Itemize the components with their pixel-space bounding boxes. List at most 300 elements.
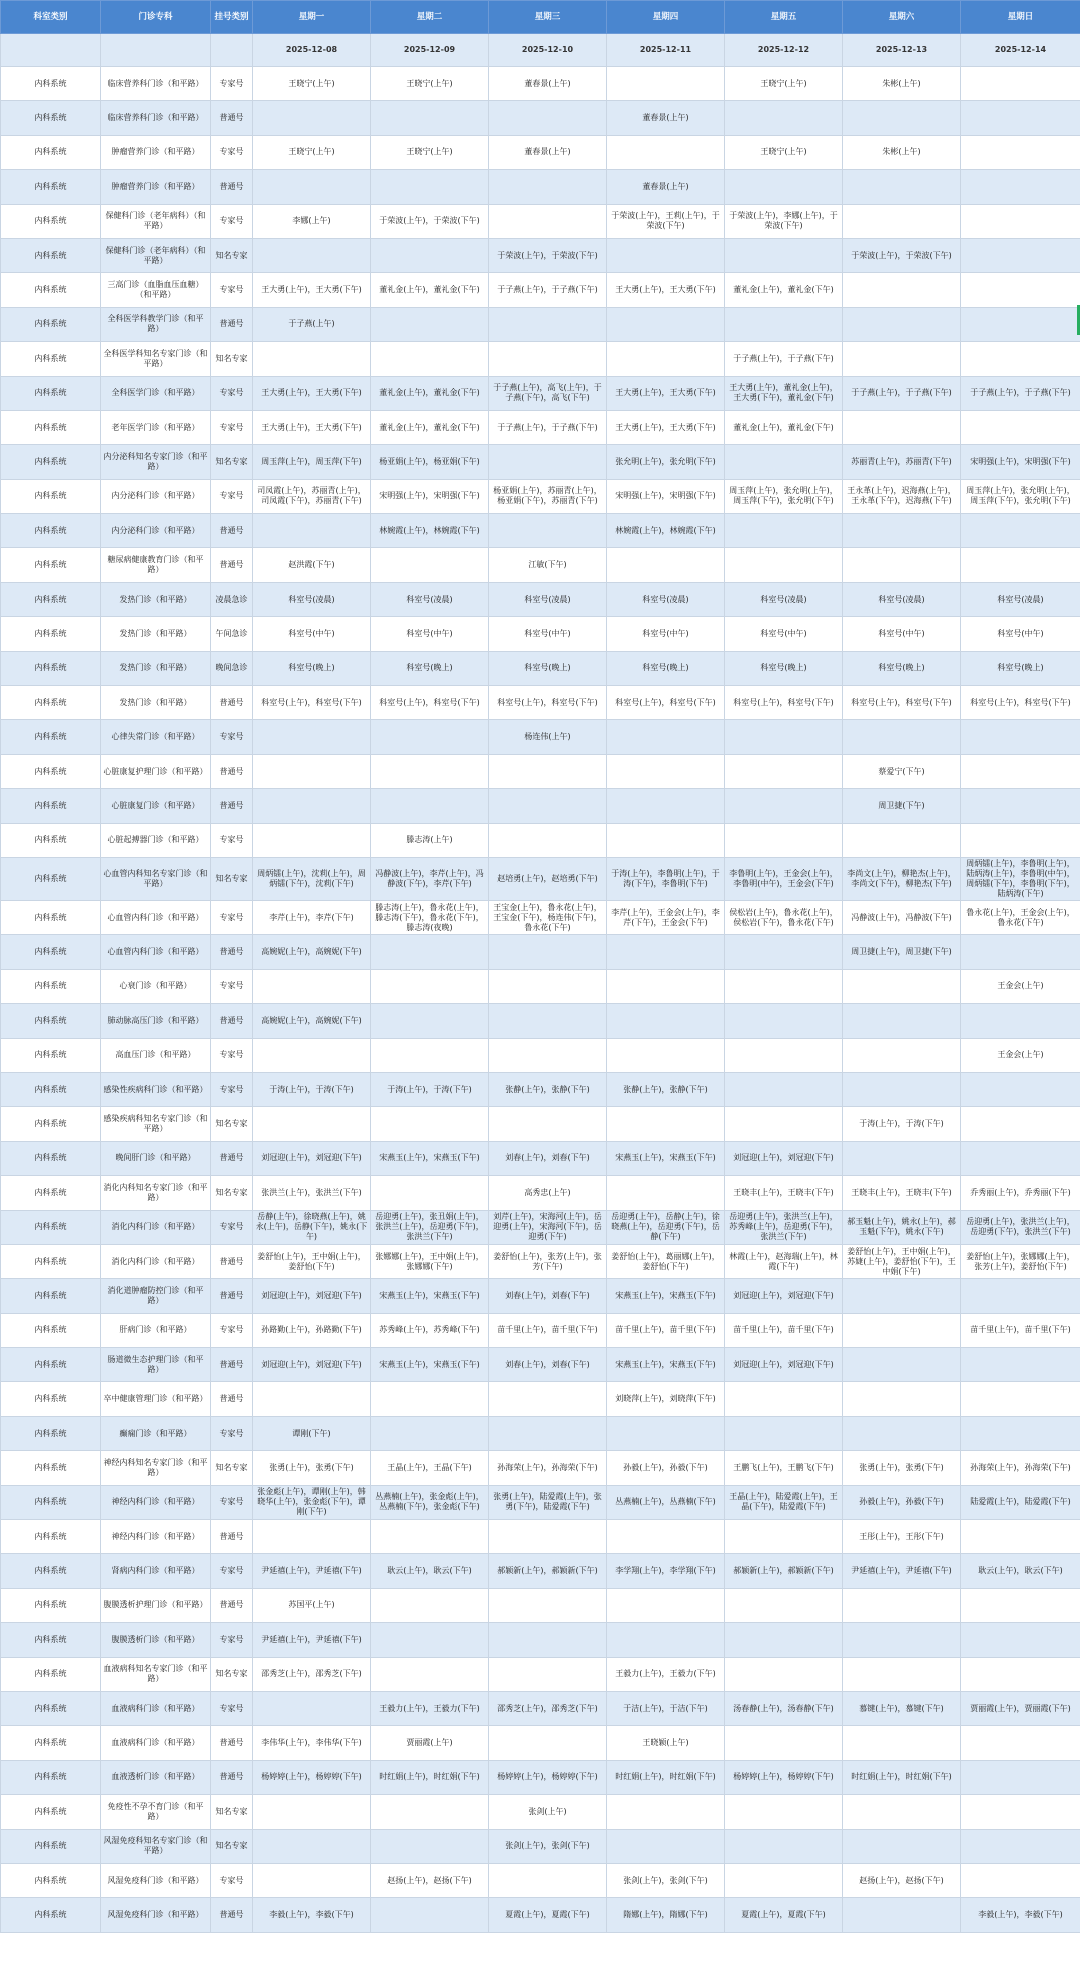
tuesday-cell <box>371 1795 489 1829</box>
clinic-specialty-cell: 保健科门诊（老年病科）（和平路） <box>101 204 211 238</box>
thursday-cell <box>607 754 725 788</box>
clinic-specialty-cell: 消化道肿瘤防控门诊（和平路） <box>101 1279 211 1313</box>
saturday-cell <box>843 1348 961 1382</box>
table-row <box>1 1176 1080 1210</box>
thursday-cell: 科室号(凌晨) <box>607 582 725 616</box>
friday-cell <box>725 101 843 135</box>
department-category-cell: 内科系统 <box>1 1623 101 1657</box>
registration-type-cell: 专家号 <box>211 823 253 857</box>
department-category-cell: 内科系统 <box>1 1141 101 1175</box>
friday-cell <box>725 1657 843 1691</box>
wednesday-cell: 于子燕(上午)，于子燕(下午) <box>489 273 607 307</box>
date-sunday: 2025-12-14 <box>961 34 1080 67</box>
monday-cell: 周玉萍(上午)，周玉萍(下午) <box>253 445 371 479</box>
registration-type-cell: 专家号 <box>211 969 253 1003</box>
monday-cell: 高婉妮(上午)，高婉妮(下午) <box>253 935 371 969</box>
clinic-specialty-cell: 消化内科门诊（和平路） <box>101 1244 211 1278</box>
sunday-cell <box>961 1829 1080 1863</box>
clinic-specialty-cell: 腹膜透析护理门诊（和平路） <box>101 1588 211 1622</box>
clinic-specialty-cell: 癫痫门诊（和平路） <box>101 1416 211 1450</box>
clinic-specialty-cell: 全科医学门诊（和平路） <box>101 376 211 410</box>
monday-cell <box>253 514 371 548</box>
saturday-cell: 科室号(晚上) <box>843 651 961 685</box>
sunday-cell <box>961 1623 1080 1657</box>
table-row <box>1 1072 1080 1106</box>
schedule-body <box>1 67 1080 1933</box>
monday-cell: 王大勇(上午)，王大勇(下午) <box>253 376 371 410</box>
clinic-specialty-cell: 临床营养科门诊（和平路） <box>101 101 211 135</box>
tuesday-cell: 于涛(上午)，于涛(下午) <box>371 1072 489 1106</box>
sunday-cell <box>961 514 1080 548</box>
monday-cell: 刘冠迎(上午)，刘冠迎(下午) <box>253 1348 371 1382</box>
sunday-cell <box>961 1141 1080 1175</box>
wednesday-cell <box>489 1726 607 1760</box>
table-row <box>1 135 1080 169</box>
thursday-cell <box>607 1038 725 1072</box>
saturday-cell <box>843 1726 961 1760</box>
wednesday-cell <box>489 1520 607 1554</box>
wednesday-cell: 王宝金(上午)，鲁永花(上午)，王宝金(下午)，杨连伟(下午)，鲁永花(下午) <box>489 900 607 934</box>
thursday-cell: 王大勇(上午)，王大勇(下午) <box>607 273 725 307</box>
sunday-cell <box>961 410 1080 444</box>
tuesday-cell <box>371 1382 489 1416</box>
friday-cell: 王晓丰(上午)，王晓丰(下午) <box>725 1176 843 1210</box>
thursday-cell: 李芹(上午)，王金会(上午)，李芹(下午)，王金会(下午) <box>607 900 725 934</box>
wednesday-cell: 刘芹(上午)，宋海河(上午)，岳迎勇(上午)，宋海河(下午)，岳迎勇(下午) <box>489 1210 607 1244</box>
registration-type-cell: 普通号 <box>211 1726 253 1760</box>
registration-type-cell: 知名专家 <box>211 1657 253 1691</box>
department-category-cell: 内科系统 <box>1 1760 101 1794</box>
friday-cell: 王鹏飞(上午)，王鹏飞(下午) <box>725 1451 843 1485</box>
clinic-specialty-cell: 心律失常门诊（和平路） <box>101 720 211 754</box>
tuesday-cell <box>371 238 489 272</box>
tuesday-cell: 王毅力(上午)，王毅力(下午) <box>371 1691 489 1725</box>
friday-cell <box>725 969 843 1003</box>
registration-type-cell: 专家号 <box>211 273 253 307</box>
tuesday-cell: 贾丽霞(上午) <box>371 1726 489 1760</box>
department-category-cell: 内科系统 <box>1 135 101 169</box>
saturday-cell: 孙毅(上午)，孙毅(下午) <box>843 1485 961 1519</box>
department-category-cell: 内科系统 <box>1 1691 101 1725</box>
department-category-cell: 内科系统 <box>1 1348 101 1382</box>
clinic-specialty-cell: 感染疾病科知名专家门诊（和平路） <box>101 1107 211 1141</box>
friday-cell: 刘冠迎(上午)，刘冠迎(下午) <box>725 1141 843 1175</box>
table-row <box>1 204 1080 238</box>
tuesday-cell <box>371 1107 489 1141</box>
tuesday-cell: 宋燕玉(上午)，宋燕玉(下午) <box>371 1279 489 1313</box>
sunday-cell: 陆爱霞(上午)，陆爱霞(下午) <box>961 1485 1080 1519</box>
thursday-cell <box>607 823 725 857</box>
clinic-specialty-cell: 血液病科门诊（和平路） <box>101 1726 211 1760</box>
sunday-cell <box>961 1107 1080 1141</box>
saturday-cell: 冯静波(上午)，冯静波(下午) <box>843 900 961 934</box>
wednesday-cell <box>489 1004 607 1038</box>
tuesday-cell: 张娜娜(上午)，王中娟(上午)，张娜娜(下午) <box>371 1244 489 1278</box>
thursday-cell: 姜舒怡(上午)，葛丽娜(上午)，姜舒怡(下午) <box>607 1244 725 1278</box>
table-row <box>1 935 1080 969</box>
tuesday-cell <box>371 935 489 969</box>
thursday-cell: 宋燕玉(上午)，宋燕玉(下午) <box>607 1141 725 1175</box>
registration-type-cell: 专家号 <box>211 1038 253 1072</box>
table-row <box>1 410 1080 444</box>
date-cell <box>101 34 211 67</box>
department-category-cell: 内科系统 <box>1 1038 101 1072</box>
tuesday-cell: 赵扬(上午)，赵扬(下午) <box>371 1863 489 1897</box>
wednesday-cell <box>489 1623 607 1657</box>
table-row <box>1 1829 1080 1863</box>
monday-cell: 苏国平(上午) <box>253 1588 371 1622</box>
monday-cell: 高婉妮(上午)，高婉妮(下午) <box>253 1004 371 1038</box>
clinic-specialty-cell: 风湿免疫科门诊（和平路） <box>101 1898 211 1932</box>
sunday-cell <box>961 170 1080 204</box>
tuesday-cell: 宋明强(上午)，宋明强(下午) <box>371 479 489 513</box>
table-row <box>1 789 1080 823</box>
friday-cell <box>725 1004 843 1038</box>
registration-type-cell: 普通号 <box>211 514 253 548</box>
saturday-cell: 科室号(凌晨) <box>843 582 961 616</box>
clinic-specialty-cell: 全科医学科知名专家门诊（和平路） <box>101 342 211 376</box>
registration-type-cell: 知名专家 <box>211 238 253 272</box>
department-category-cell: 内科系统 <box>1 720 101 754</box>
saturday-cell <box>843 307 961 341</box>
table-row <box>1 1038 1080 1072</box>
saturday-cell: 周卫捷(上午)，周卫捷(下午) <box>843 935 961 969</box>
saturday-cell: 李尚文(上午)，柳艳杰(上午)，李尚文(下午)，柳艳杰(下午) <box>843 857 961 900</box>
clinic-specialty-cell: 三高门诊（血脂血压血糖）（和平路） <box>101 273 211 307</box>
registration-type-cell: 专家号 <box>211 1863 253 1897</box>
clinic-specialty-cell: 心脏康复护理门诊（和平路） <box>101 754 211 788</box>
clinic-specialty-cell: 高血压门诊（和平路） <box>101 1038 211 1072</box>
wednesday-cell <box>489 754 607 788</box>
tuesday-cell <box>371 1038 489 1072</box>
clinic-specialty-cell: 血液病科门诊（和平路） <box>101 1691 211 1725</box>
monday-cell: 张金彪(上午)，谭刚(上午)，韩晓华(上午)，张金彪(下午)，谭刚(下午) <box>253 1485 371 1519</box>
tuesday-cell: 董礼金(上午)，董礼金(下午) <box>371 273 489 307</box>
monday-cell <box>253 1107 371 1141</box>
registration-type-cell: 普通号 <box>211 1244 253 1278</box>
wednesday-cell <box>489 170 607 204</box>
wednesday-cell <box>489 342 607 376</box>
saturday-cell: 于子燕(上午)，于子燕(下午) <box>843 376 961 410</box>
wednesday-cell: 刘春(上午)，刘春(下午) <box>489 1141 607 1175</box>
department-category-cell: 内科系统 <box>1 900 101 934</box>
department-category-cell: 内科系统 <box>1 1004 101 1038</box>
department-category-cell: 内科系统 <box>1 823 101 857</box>
monday-cell <box>253 1691 371 1725</box>
registration-type-cell: 普通号 <box>211 101 253 135</box>
clinic-specialty-cell: 免疫性不孕不育门诊（和平路） <box>101 1795 211 1829</box>
wednesday-cell <box>489 1107 607 1141</box>
tuesday-cell <box>371 789 489 823</box>
registration-type-cell: 普通号 <box>211 1141 253 1175</box>
monday-cell: 刘冠迎(上午)，刘冠迎(下午) <box>253 1279 371 1313</box>
friday-cell: 王晶(上午)，陆爱霞(上午)，王晶(下午)，陆爱霞(下午) <box>725 1485 843 1519</box>
department-category-cell: 内科系统 <box>1 376 101 410</box>
table-row <box>1 1726 1080 1760</box>
table-row <box>1 67 1080 101</box>
thursday-cell: 张静(上午)，张静(下午) <box>607 1072 725 1106</box>
tuesday-cell: 苏秀峰(上午)，苏秀峰(下午) <box>371 1313 489 1347</box>
friday-cell: 李鲁明(上午)，王金会(上午)，李鲁明(中午)，王金会(下午) <box>725 857 843 900</box>
col-header-monday: 星期一 <box>253 1 371 34</box>
friday-cell: 王大勇(上午)，董礼金(上午)，王大勇(下午)，董礼金(下午) <box>725 376 843 410</box>
saturday-cell: 于荣波(上午)，于荣波(下午) <box>843 238 961 272</box>
clinic-specialty-cell: 血液透析门诊（和平路） <box>101 1760 211 1794</box>
department-category-cell: 内科系统 <box>1 1107 101 1141</box>
saturday-cell <box>843 1795 961 1829</box>
clinic-specialty-cell: 肿瘤营养门诊（和平路） <box>101 135 211 169</box>
tuesday-cell: 时红娟(上午)，时红娟(下午) <box>371 1760 489 1794</box>
friday-cell <box>725 823 843 857</box>
sunday-cell: 鲁永花(上午)，王金会(上午)，鲁永花(下午) <box>961 900 1080 934</box>
table-row <box>1 857 1080 900</box>
wednesday-cell <box>489 1382 607 1416</box>
saturday-cell <box>843 1279 961 1313</box>
table-row <box>1 1141 1080 1175</box>
clinic-specialty-cell: 心脏起搏器门诊（和平路） <box>101 823 211 857</box>
friday-cell: 杨婷婷(上午)，杨婷婷(下午) <box>725 1760 843 1794</box>
friday-cell: 郝颖新(上午)，郝颖新(下午) <box>725 1554 843 1588</box>
thursday-cell <box>607 1623 725 1657</box>
friday-cell <box>725 1107 843 1141</box>
tuesday-cell: 王晶(上午)，王晶(下午) <box>371 1451 489 1485</box>
thursday-cell: 宋燕玉(上午)，宋燕玉(下午) <box>607 1279 725 1313</box>
registration-type-cell: 专家号 <box>211 1485 253 1519</box>
tuesday-cell: 冯静波(上午)，李芹(上午)，冯静波(下午)，李芹(下午) <box>371 857 489 900</box>
wednesday-cell: 于荣波(上午)，于荣波(下午) <box>489 238 607 272</box>
date-tuesday: 2025-12-09 <box>371 34 489 67</box>
thursday-cell <box>607 1176 725 1210</box>
friday-cell: 岳迎勇(上午)，张洪兰(上午)，苏秀峰(上午)，岳迎勇(下午)，张洪兰(下午) <box>725 1210 843 1244</box>
registration-type-cell: 普通号 <box>211 1588 253 1622</box>
tuesday-cell <box>371 969 489 1003</box>
table-row <box>1 376 1080 410</box>
tuesday-cell <box>371 1588 489 1622</box>
table-row <box>1 686 1080 720</box>
saturday-cell <box>843 342 961 376</box>
registration-type-cell: 普通号 <box>211 686 253 720</box>
header-row <box>1 1 1080 34</box>
department-category-cell: 内科系统 <box>1 238 101 272</box>
saturday-cell <box>843 1623 961 1657</box>
department-category-cell: 内科系统 <box>1 101 101 135</box>
friday-cell <box>725 1623 843 1657</box>
registration-type-cell: 普通号 <box>211 1279 253 1313</box>
saturday-cell <box>843 548 961 582</box>
monday-cell <box>253 789 371 823</box>
department-category-cell: 内科系统 <box>1 548 101 582</box>
thursday-cell: 于荣波(上午)，王莉(上午)，于荣波(下午) <box>607 204 725 238</box>
sunday-cell <box>961 135 1080 169</box>
registration-type-cell: 知名专家 <box>211 1795 253 1829</box>
registration-type-cell: 普通号 <box>211 548 253 582</box>
department-category-cell: 内科系统 <box>1 1210 101 1244</box>
friday-cell: 王晓宁(上午) <box>725 135 843 169</box>
department-category-cell: 内科系统 <box>1 445 101 479</box>
wednesday-cell: 张勇(上午)，陆爱霞(上午)，张勇(下午)，陆爱霞(下午) <box>489 1485 607 1519</box>
table-row <box>1 1588 1080 1622</box>
wednesday-cell <box>489 307 607 341</box>
department-category-cell: 内科系统 <box>1 1588 101 1622</box>
department-category-cell: 内科系统 <box>1 410 101 444</box>
registration-type-cell: 专家号 <box>211 376 253 410</box>
thursday-cell <box>607 135 725 169</box>
table-row <box>1 1004 1080 1038</box>
sunday-cell <box>961 1863 1080 1897</box>
department-category-cell: 内科系统 <box>1 754 101 788</box>
friday-cell <box>725 1795 843 1829</box>
sunday-cell: 孙海荣(上午)，孙海荣(下午) <box>961 1451 1080 1485</box>
table-row <box>1 1382 1080 1416</box>
registration-type-cell: 专家号 <box>211 67 253 101</box>
registration-type-cell: 知名专家 <box>211 445 253 479</box>
clinic-specialty-cell: 保健科门诊（老年病科）（和平路） <box>101 238 211 272</box>
thursday-cell <box>607 238 725 272</box>
tuesday-cell: 滕志涛(上午)，鲁永花(上午)，滕志涛(下午)，鲁永花(下午)，滕志涛(夜晚) <box>371 900 489 934</box>
table-row <box>1 1279 1080 1313</box>
monday-cell <box>253 238 371 272</box>
sunday-cell <box>961 1348 1080 1382</box>
thursday-cell <box>607 307 725 341</box>
friday-cell <box>725 1588 843 1622</box>
sunday-cell <box>961 1279 1080 1313</box>
sunday-cell <box>961 754 1080 788</box>
registration-type-cell: 知名专家 <box>211 342 253 376</box>
department-category-cell: 内科系统 <box>1 617 101 651</box>
monday-cell: 张洪兰(上午)，张洪兰(下午) <box>253 1176 371 1210</box>
friday-cell <box>725 935 843 969</box>
tuesday-cell: 科室号(中午) <box>371 617 489 651</box>
thursday-cell: 丛燕楠(上午)，丛燕楠(下午) <box>607 1485 725 1519</box>
monday-cell: 司凤霞(上午)，苏丽青(上午)，司凤霞(下午)，苏丽青(下午) <box>253 479 371 513</box>
tuesday-cell: 滕志涛(上午) <box>371 823 489 857</box>
clinic-specialty-cell: 肿瘤营养门诊（和平路） <box>101 170 211 204</box>
monday-cell: 李毅(上午)，李毅(下午) <box>253 1898 371 1932</box>
registration-type-cell: 专家号 <box>211 410 253 444</box>
thursday-cell <box>607 1829 725 1863</box>
saturday-cell: 朱彬(上午) <box>843 67 961 101</box>
registration-type-cell: 普通号 <box>211 789 253 823</box>
col-header-thursday: 星期四 <box>607 1 725 34</box>
date-monday: 2025-12-08 <box>253 34 371 67</box>
thursday-cell: 于洁(上午)，于洁(下午) <box>607 1691 725 1725</box>
wednesday-cell: 杨亚娟(上午)，苏丽青(上午)，杨亚娟(下午)，苏丽青(下午) <box>489 479 607 513</box>
tuesday-cell: 科室号(凌晨) <box>371 582 489 616</box>
clinic-specialty-cell: 腹膜透析门诊（和平路） <box>101 1623 211 1657</box>
thursday-cell <box>607 548 725 582</box>
wednesday-cell: 于子燕(上午)，于子燕(下午) <box>489 410 607 444</box>
monday-cell: 科室号(中午) <box>253 617 371 651</box>
table-row <box>1 1348 1080 1382</box>
department-category-cell: 内科系统 <box>1 1176 101 1210</box>
table-row <box>1 754 1080 788</box>
table-row <box>1 1313 1080 1347</box>
saturday-cell: 科室号(中午) <box>843 617 961 651</box>
thursday-cell: 时红娟(上午)，时红娟(下午) <box>607 1760 725 1794</box>
tuesday-cell <box>371 754 489 788</box>
monday-cell <box>253 720 371 754</box>
department-category-cell: 内科系统 <box>1 857 101 900</box>
sunday-cell: 乔秀丽(上午)，乔秀丽(下午) <box>961 1176 1080 1210</box>
friday-cell: 苗千里(上午)，苗千里(下午) <box>725 1313 843 1347</box>
tuesday-cell: 科室号(晚上) <box>371 651 489 685</box>
saturday-cell <box>843 1141 961 1175</box>
saturday-cell: 朱彬(上午) <box>843 135 961 169</box>
table-row <box>1 479 1080 513</box>
table-row <box>1 1244 1080 1278</box>
thursday-cell <box>607 1107 725 1141</box>
sunday-cell <box>961 1520 1080 1554</box>
table-row <box>1 1657 1080 1691</box>
registration-type-cell: 专家号 <box>211 1691 253 1725</box>
department-category-cell: 内科系统 <box>1 651 101 685</box>
saturday-cell: 王永革(上午)，迟海燕(上午)，王永革(下午)，迟海燕(下午) <box>843 479 961 513</box>
tuesday-cell <box>371 1520 489 1554</box>
clinic-specialty-cell: 心脏康复门诊（和平路） <box>101 789 211 823</box>
saturday-cell: 科室号(上午)，科室号(下午) <box>843 686 961 720</box>
thursday-cell: 孙毅(上午)，孙毅(下午) <box>607 1451 725 1485</box>
clinic-specialty-cell: 消化内科门诊（和平路） <box>101 1210 211 1244</box>
friday-cell: 刘冠迎(上午)，刘冠迎(下午) <box>725 1348 843 1382</box>
registration-type-cell: 凌晨急诊 <box>211 582 253 616</box>
saturday-cell <box>843 1588 961 1622</box>
registration-type-cell: 普通号 <box>211 1760 253 1794</box>
friday-cell: 科室号(凌晨) <box>725 582 843 616</box>
monday-cell <box>253 1520 371 1554</box>
clinic-specialty-cell: 内分泌科知名专家门诊（和平路） <box>101 445 211 479</box>
registration-type-cell: 普通号 <box>211 1382 253 1416</box>
friday-cell <box>725 1382 843 1416</box>
monday-cell <box>253 1863 371 1897</box>
table-row <box>1 1691 1080 1725</box>
friday-cell: 汤春静(上午)，汤春静(下午) <box>725 1691 843 1725</box>
wednesday-cell: 赵培勇(上午)，赵培勇(下午) <box>489 857 607 900</box>
saturday-cell: 慕键(上午)，慕键(下午) <box>843 1691 961 1725</box>
monday-cell <box>253 754 371 788</box>
col-header-saturday: 星期六 <box>843 1 961 34</box>
thursday-cell: 隋娜(上午)，隋娜(下午) <box>607 1898 725 1932</box>
department-category-cell: 内科系统 <box>1 1485 101 1519</box>
sunday-cell <box>961 1072 1080 1106</box>
wednesday-cell: 于子燕(上午)，高飞(上午)，于子燕(下午)，高飞(下午) <box>489 376 607 410</box>
friday-cell: 董礼金(上午)，董礼金(下午) <box>725 273 843 307</box>
wednesday-cell <box>489 1416 607 1450</box>
tuesday-cell <box>371 720 489 754</box>
saturday-cell <box>843 969 961 1003</box>
wednesday-cell: 科室号(凌晨) <box>489 582 607 616</box>
friday-cell: 于子燕(上午)，于子燕(下午) <box>725 342 843 376</box>
clinic-specialty-cell: 晚间肝门诊（和平路） <box>101 1141 211 1175</box>
wednesday-cell: 张静(上午)，张静(下午) <box>489 1072 607 1106</box>
clinic-specialty-cell: 发热门诊（和平路） <box>101 686 211 720</box>
saturday-cell: 张勇(上午)，张勇(下午) <box>843 1451 961 1485</box>
monday-cell: 杨婷婷(上午)，杨婷婷(下午) <box>253 1760 371 1794</box>
table-row <box>1 1554 1080 1588</box>
friday-cell <box>725 548 843 582</box>
sunday-cell <box>961 273 1080 307</box>
sunday-cell <box>961 101 1080 135</box>
table-row <box>1 1898 1080 1932</box>
department-category-cell: 内科系统 <box>1 1279 101 1313</box>
clinic-specialty-cell: 心血管内科门诊（和平路） <box>101 900 211 934</box>
monday-cell: 谭刚(下午) <box>253 1416 371 1450</box>
sunday-cell: 姜舒怡(上午)，张娜娜(上午)，张芳(上午)，姜舒怡(下午) <box>961 1244 1080 1278</box>
thursday-cell: 岳迎勇(上午)，岳静(上午)，徐晓燕(上午)，岳迎勇(下午)，岳静(下午) <box>607 1210 725 1244</box>
registration-type-cell: 午间急诊 <box>211 617 253 651</box>
thursday-cell: 董春景(上午) <box>607 170 725 204</box>
sunday-cell: 周炳镭(上午)，李鲁明(上午)，陆炳涛(上午)，李鲁明(中午)，周炳镭(下午)，李鲁明(下午)，陆炳涛(下午) <box>961 857 1080 900</box>
wednesday-cell: 科室号(上午)，科室号(下午) <box>489 686 607 720</box>
